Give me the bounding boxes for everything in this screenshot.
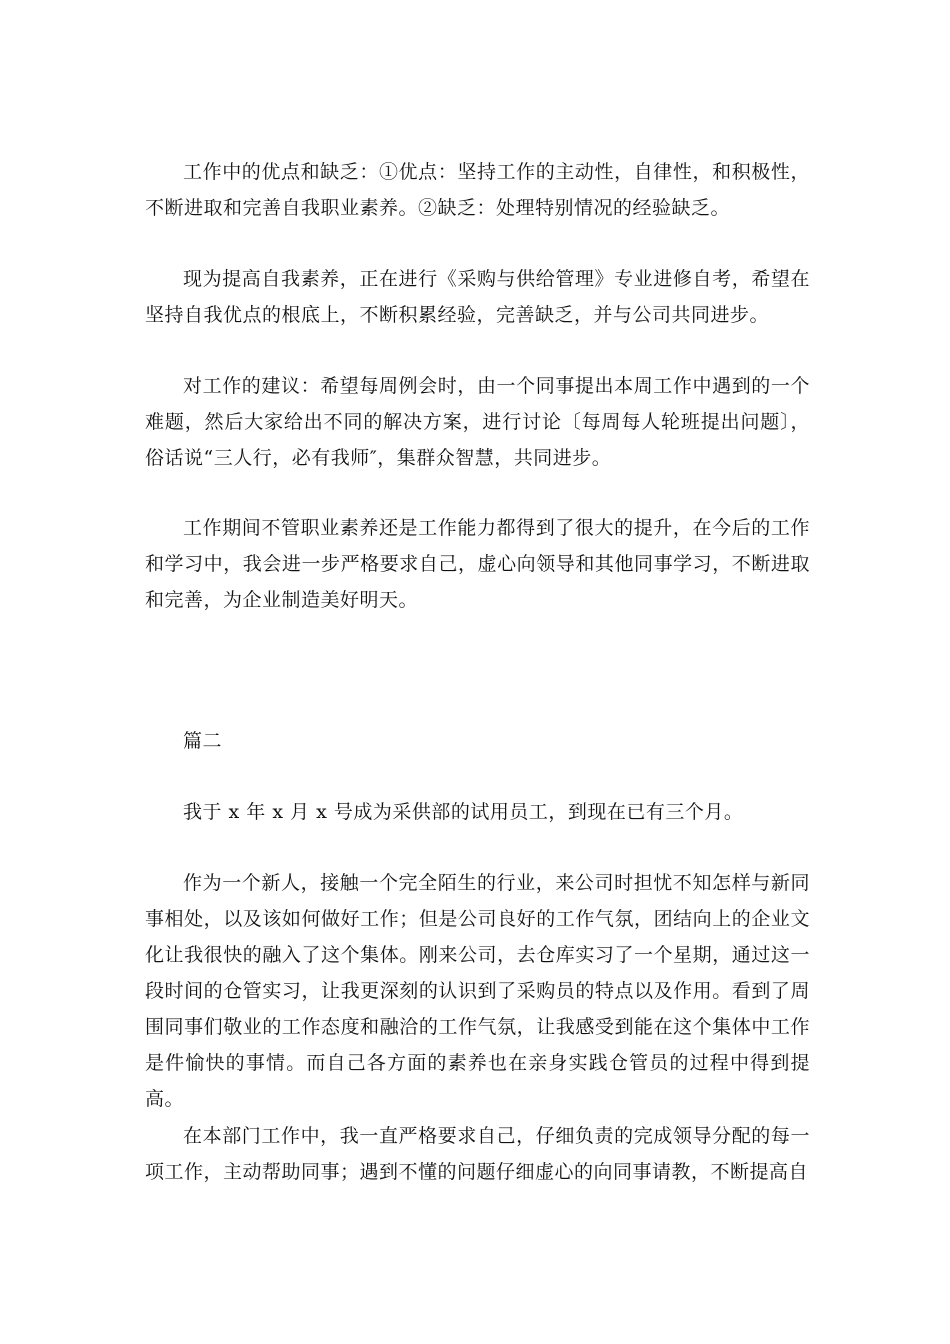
paragraph-department-work: 在本部门工作中，我一直严格要求自己，仔细负责的完成领导分配的每一项工作，主动帮助同事；遇到不懂的问题仔细虚心的向同事请教，不断提高自 [145, 1125, 810, 1183]
paragraph-trial-start: 我于 x 年 x 月 x 号成为采供部的试用员工，到现在已有三个月。 [183, 801, 744, 823]
paragraph-work-suggestions: 对工作的建议：希望每周例会时，由一个同事提出本周工作中遇到的一个难题，然后大家给出不同的解决方案，进行讨论〔每周每人轮班提出问题〕，俗话说“三人行，必有我师″，集群众智慧，共同进步。 [145, 375, 810, 469]
paragraph-conclusion: 工作期间不管职业素养还是工作能力都得到了很大的提升，在今后的工作和学习中，我会进一步严格要求自己，虚心向领导和其他同事学习，不断进取和完善，为企业制造美好明天。 [145, 517, 810, 611]
paragraph-newcomer-experience: 作为一个新人，接触一个完全陌生的行业，来公司时担忧不知怎样与新同事相处，以及该如何做好工作；但是公司良好的工作气氛，团结向上的企业文化让我很快的融入了这个集体。刚来公司，去仓库实习了一个星期，通过这一段时间的仓管实习，让我更深刻的认识到了采购员的特点以及作用。看到了周围同事们敬业的工作态度和融洽的工作气氛，让我感受到能在这个集体中工作是件愉快的事情。而自己各方面的素养也在亲身实践仓管员的过程中得到提高。 [145, 872, 810, 1110]
paragraph-self-improvement: 现为提高自我素养，正在进行《采购与供给管理》专业进修自考，希望在坚持自我优点的根底上，不断积累经验，完善缺乏，并与公司共同进步。 [145, 268, 810, 326]
paragraph-strengths-weaknesses: 工作中的优点和缺乏：①优点：坚持工作的主动性，自律性，和积极性，不断进取和完善自我职业素养。②缺乏：处理特别情况的经验缺乏。 [145, 161, 810, 219]
section-heading: 篇二 [183, 730, 223, 752]
